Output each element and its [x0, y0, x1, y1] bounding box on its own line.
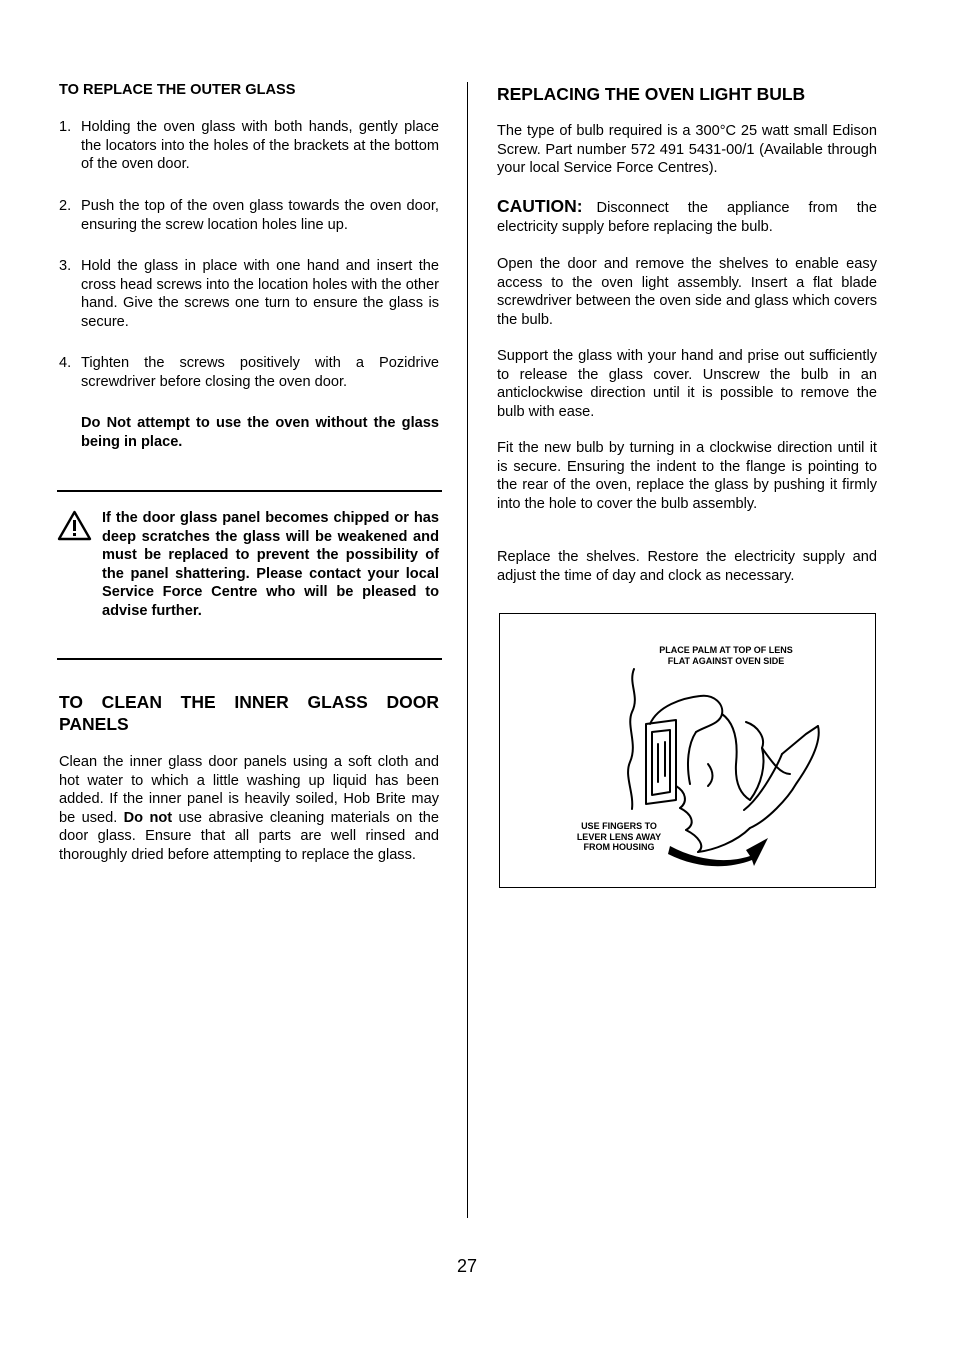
step-text: Hold the glass in place with one hand and insert the cross head screws into the location holes with the other hand. Give the screws one turn to ensure the glass is secure.: [81, 258, 439, 330]
hand-lens-drawing: [500, 614, 875, 887]
divider: [57, 658, 442, 660]
inner-glass-text-after: use abrasive cleaning materials on the door glass. Ensure that all parts are well rinsed and thoroughly dried before attempting to replace the glass.: [59, 809, 440, 863]
bulb-paragraph: Fit the new bulb by turning in a clockwise direction until it is secure. Ensuring the indent to the flange is pointing to the rear of the oven, replace the glass by pushing it firmly into the hole to cover the bulb assembly.: [497, 440, 877, 512]
bulb-intro: The type of bulb required is a 300°C 25 watt small Edison Screw. Part number 572 491 5431-00/1 (Available through your local Service Force Centres).: [497, 123, 877, 176]
warning-triangle-icon: [57, 510, 92, 541]
step-number: 4.: [59, 355, 72, 371]
glass-in-place-note: Do Not attempt to use the oven without the glass being in place.: [81, 415, 439, 450]
figure-label-line: FROM HOUSING: [583, 842, 655, 852]
bulb-heading: REPLACING THE OVEN LIGHT BULB: [497, 84, 806, 104]
list-item: [59, 118, 439, 174]
step-number: 3.: [59, 258, 72, 274]
bulb-paragraph: Support the glass with your hand and prise out sufficiently to release the glass cover. Unscrew the bulb in an anticlockwise direction until it is possible to remove the bulb with ease.: [497, 348, 877, 420]
bulb-paragraph: Replace the shelves. Restore the electricity supply and adjust the time of day and clock as necessary.: [497, 549, 877, 584]
list-item: [59, 354, 439, 391]
step-number: 1.: [59, 119, 72, 135]
list-item: [59, 257, 439, 331]
column-divider: [467, 82, 468, 1218]
step-text: Holding the oven glass with both hands, gently place the locators into the holes of the brackets at the bottom of the oven door.: [81, 119, 439, 172]
caution-label: CAUTION:: [497, 196, 583, 216]
inner-glass-paragraph: [59, 753, 439, 864]
list-item: [59, 197, 439, 234]
caution-text: Disconnect the appliance from the electricity supply before replacing the bulb.: [497, 200, 877, 235]
step-text: Tighten the screws positively with a Pozidrive screwdriver before closing the oven door.: [81, 355, 439, 390]
bulb-illustration: [499, 613, 876, 888]
figure-label-line: PLACE PALM AT TOP OF LENS: [659, 645, 793, 655]
page-number: 27: [456, 1256, 478, 1276]
caution-paragraph: [497, 197, 877, 236]
step-number: 2.: [59, 198, 72, 214]
outer-glass-heading: TO REPLACE THE OUTER GLASS: [59, 82, 296, 98]
divider: [57, 490, 442, 492]
figure-label-line: LEVER LENS AWAY: [576, 831, 662, 842]
figure-label-line: USE FINGERS TO: [581, 821, 657, 831]
inner-glass-heading-line: [59, 691, 439, 735]
inner-glass-text-before: Clean the inner glass door panels using a soft cloth and hot water to which a little washing up liquid has been added. If the inner panel is heavily soiled, Hob Brite may be used.: [59, 754, 439, 826]
step-text: Push the top of the oven glass towards the oven door, ensuring the screw location holes line up.: [81, 198, 439, 233]
figure-label-line: FLAT AGAINST OVEN SIDE: [667, 655, 785, 666]
warning-text: If the door glass panel becomes chipped or has deep scratches the glass will be weakened and must be replaced to prevent the possibility of the panel shattering. Please contact your local Service Force Centre who will be pleased to advise further.: [102, 510, 439, 619]
bulb-paragraph: Open the door and remove the shelves to enable easy access to the oven light assembly. Insert a flat blade screwdriver between the oven side and glass which covers the bulb.: [497, 256, 877, 328]
inner-glass-heading: TO CLEAN THE INNER GLASS DOOR PANELS: [59, 692, 439, 734]
inner-glass-bold: Do not: [123, 809, 173, 826]
